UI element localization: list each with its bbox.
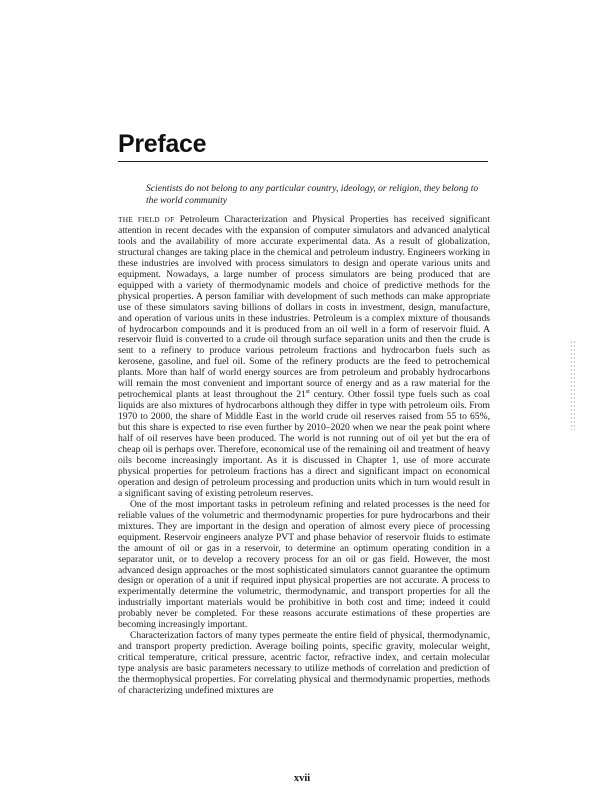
ordinal-superscript: st [305, 389, 310, 396]
paragraph-1 [118, 215, 490, 500]
paragraph-3: Characterization factors of many types permeate the entire field of physical, thermodynamic, and transport property prediction. Average boiling points, specific gravity, molecular weight, critical temperature, critical pressure, acentric factor, refractive index, and certain molecular type analysis are basic parameters necessary to utilize methods of correlation and prediction of the thermophysical properties. For correlating physical and thermodynamic properties, methods of characterizing undefined mixtures are [118, 630, 490, 696]
lead-in-smallcaps: THE FIELD OF [118, 215, 175, 224]
paragraph-1-text: Petroleum Characterization and Physical Properties has received significant attention in recent decades with the expansion of computer simulators and advanced analytical tools and the availability of more accurate experimental data. As a result of globalization, structural changes are taking place in the chemical and petroleum industry. Engineers working in these industries are involved with process simulators to design and operate various units and equipment. Nowadays, a large number of process simulators are being produced that are equipped with a variety of thermodynamic models and choice of predictive methods for the physical properties. A person familiar with development of such methods can make appropriate use of these simulators saving billions of dollars in costs in investment, design, manufacture, and operation of various units in these industries. Petroleum is a complex mixture of thousands of hydrocarbon compounds and it is produced from an oil well in a form of reservoir fluid. A reservoir fluid is converted to a crude oil through surface separation units and then the crude is sent to a refinery to produce various petroleum fractions and hydrocarbon fuels such as kerosene, gasoline, and fuel oil. Some of the refinery products are the feed to petrochemical plants. More than half of world energy sources are from petroleum and probably hydrocarbons will remain the most convenient and important source of energy and as a raw material for the petrochemical plants at least throughout the 21 [118, 214, 490, 401]
body-text [118, 215, 490, 697]
margin-dotted-mark [570, 340, 576, 430]
preface-heading: Preface [118, 129, 207, 158]
page-number: xvii [293, 773, 311, 784]
epigraph: Scientists do not belong to any particular country, ideology, or religion, they belong to the world community [146, 183, 479, 206]
paragraph-1-tail: century. Other fossil type fuels such as coal liquids are also mixtures of hydrocarbons although they differ in type with petroleum oils. From 1970 to 2000, the share of Middle East in the world crude oil reserves raised from 55 to 65%, but this share is expected to rise even further by 2010–2020 when we near the peak point where half of oil reserves have been produced. The world is not running out of oil yet but the era of cheap oil is perhaps over. Therefore, economical use of the remaining oil and treatment of heavy oils become increasingly important. As it is discussed in Chapter 1, use of more accurate physical properties for petroleum fractions has a direct and significant impact on economical operation and design of petroleum processing and production units which in turn would result in a significant saving of existing petroleum reserves. [118, 389, 490, 499]
heading-rule [118, 161, 488, 162]
paragraph-2: One of the most important tasks in petroleum refining and related processes is the need for reliable values of the volumetric and thermodynamic properties for pure hydrocarbons and their mixtures. They are important in the design and operation of almost every piece of processing equipment. Reservoir engineers analyze PVT and phase behavior of reservoir fluids to estimate the amount of oil or gas in a reservoir, to determine an optimum operating condition in a separator unit, or to develop a recovery process for an oil or gas field. However, the most advanced design approaches or the most sophisticated simulators cannot guarantee the optimum design or operation of a unit if required input physical properties are not accurate. A process to experimentally determine the volumetric, thermodynamic, and transport properties for all the industrially important materials would be prohibitive in both cost and time; indeed it could probably never be completed. For these reasons accurate estimations of these properties are becoming increasingly important. [118, 498, 490, 631]
